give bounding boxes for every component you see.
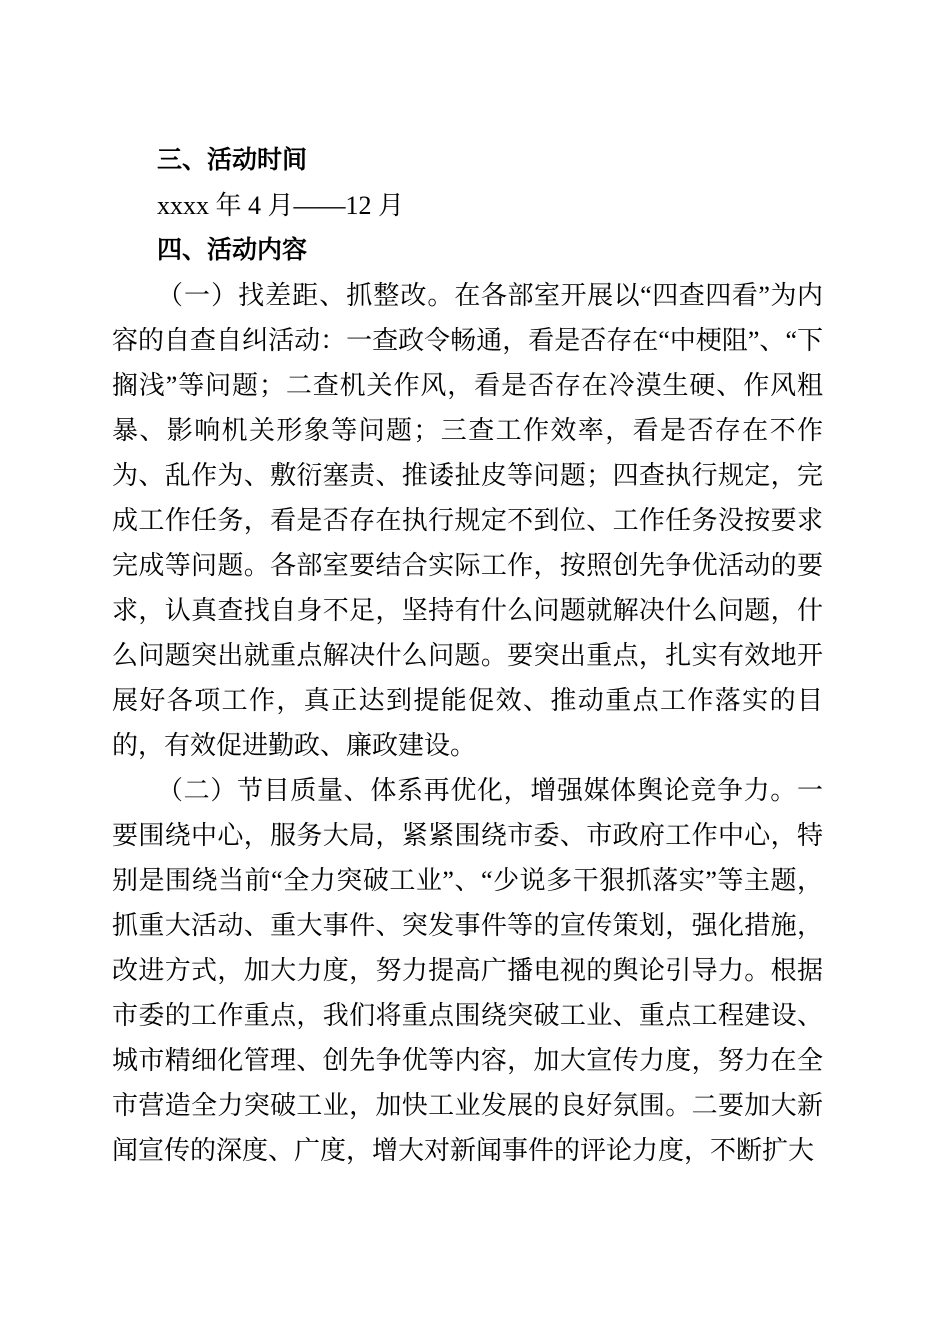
paragraph-item-2-text: 一要围绕中心，服务大局，紧紧围绕市委、市政府工作中心，特别是围绕当前“全力突破工业”、“少说多干狠抓落实”等主题，抓重大活动、重大事件、突发事件等的宣传策划，强化措施，改进方式，加大力度，努力提高广播电视的舆论引导力。根据市委的工作重点，我们将重点围绕突破工业、重点工程建设、城市精细化管理、创先争优等内容，加大宣传力度，努力在全市营造全力突破工业，加快工业发展的良好氛围。二要加大新闻宣传的深度、广度，增大对新闻事件的评论力度，不断扩大 [112, 776, 823, 1165]
section-heading-activity-time: 三、活动时间 [157, 146, 308, 174]
paragraph-item-2-lead: （二）节目质量、体系再优化，增强媒体舆论竞争力。 [157, 776, 797, 805]
paragraph-item-1-lead: （一）找差距、抓整改。 [157, 281, 455, 310]
activity-time-value: xxxx 年 4 月——12 月 [157, 191, 405, 220]
paragraph-item-1-text: 在各部室开展以“四查四看”为内容的自查自纠活动：一查政令畅通，看是否存在“中梗阻”、“下搁浅”等问题；二查机关作风，看是否存在冷漠生硬、作风粗暴、影响机关形象等问题；三查工作效率，看是否存在不作为、乱作为、敷衍塞责、推诿扯皮等问题；四查执行规定，完成工作任务，看是否存在执行规定不到位、工作任务没按要求完成等问题。各部室要结合实际工作，按照创先争优活动的要求，认真查找自身不足，坚持有什么问题就解决什么问题，什么问题突出就重点解决什么问题。要突出重点，扎实有效地开展好各项工作，真正达到提能促效、推动重点工作落实的目的，有效促进勤政、廉政建设。 [112, 281, 823, 760]
document-content [112, 138, 823, 1173]
paragraph-item-2 [112, 768, 823, 1173]
section-heading-activity-content: 四、活动内容 [157, 236, 308, 264]
paragraph-item-1 [112, 273, 823, 768]
